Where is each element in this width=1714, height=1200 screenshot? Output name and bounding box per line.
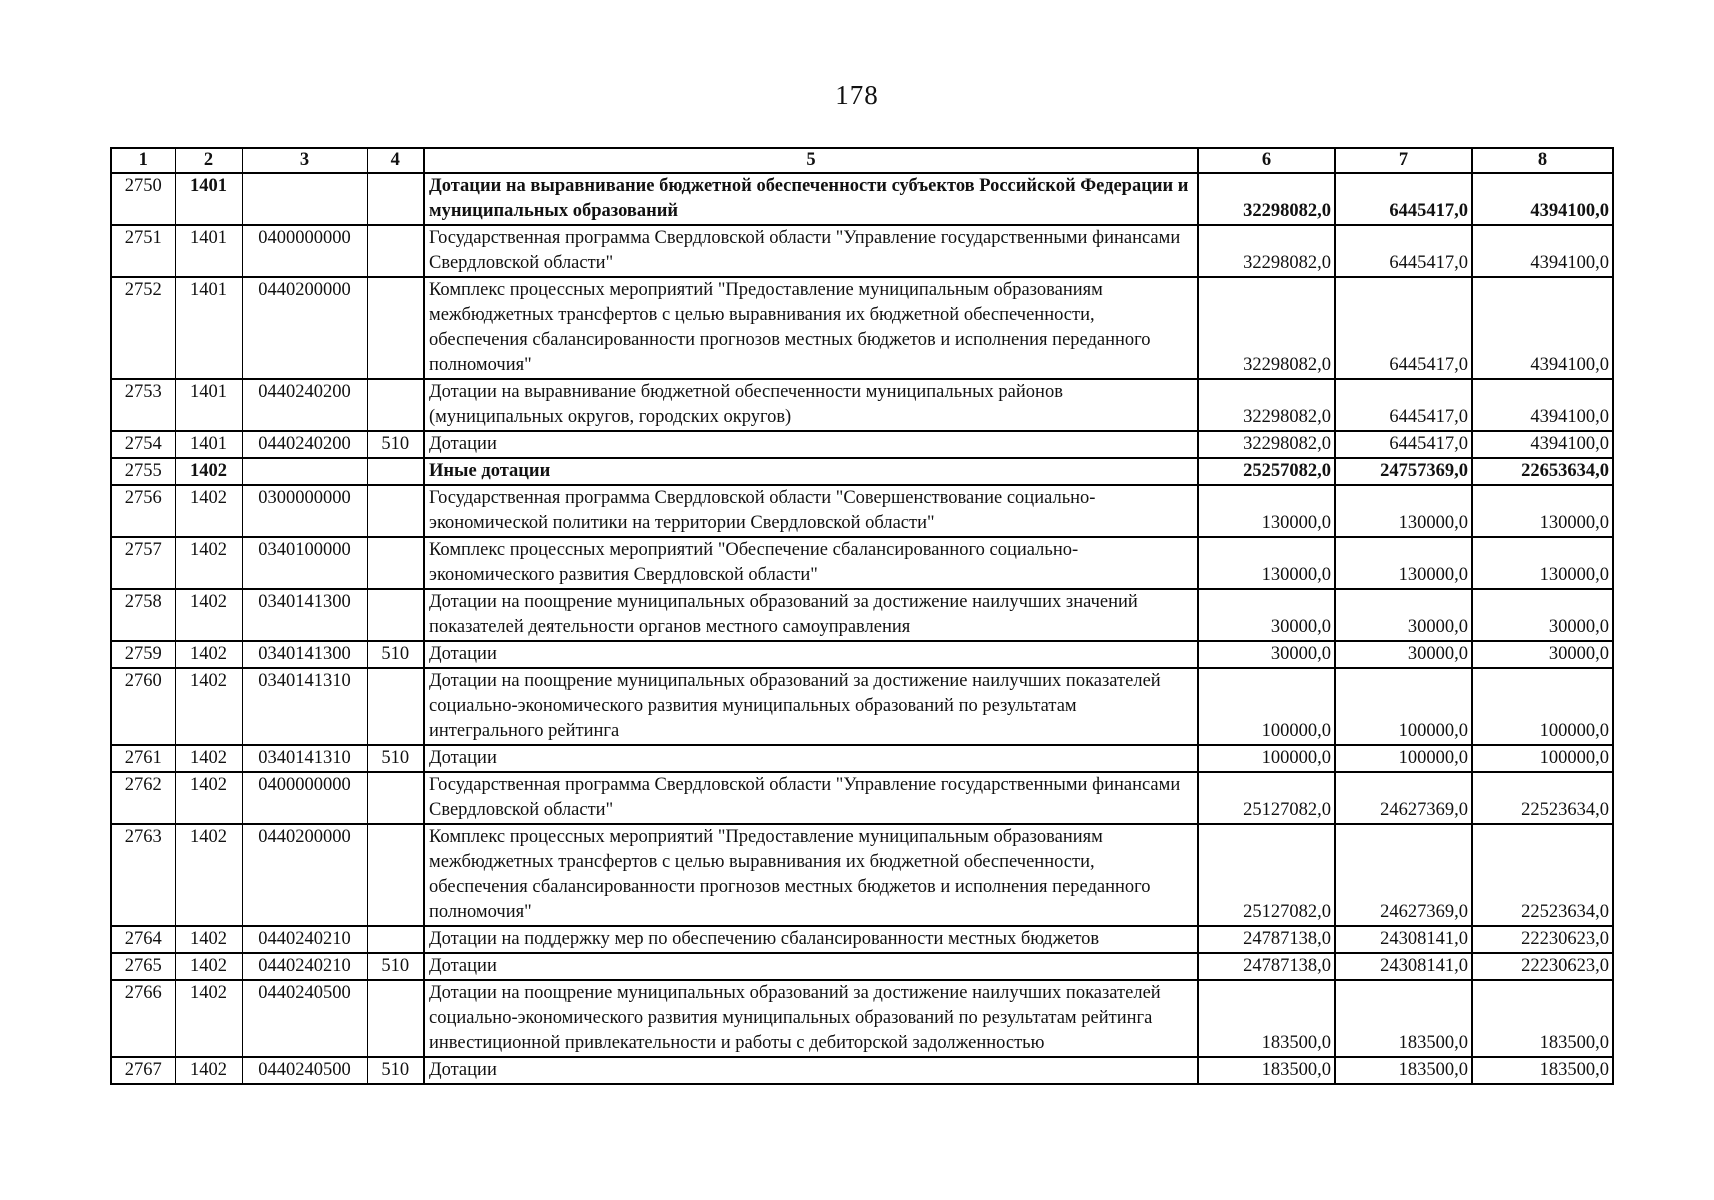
section-code-cell: 1401: [175, 173, 242, 225]
amount-col8-cell: 183500,0: [1472, 1057, 1613, 1084]
amount-col6-cell: 183500,0: [1198, 980, 1335, 1057]
target-article-cell: 0440200000: [242, 824, 367, 926]
item-name-cell: Дотации: [424, 431, 1198, 458]
budget-table: [110, 147, 1614, 1085]
section-code-cell: 1402: [175, 926, 242, 953]
table-row: [111, 980, 1613, 1057]
table-row: [111, 537, 1613, 589]
target-article-cell: 0440240500: [242, 1057, 367, 1084]
column-header: 1: [111, 148, 175, 173]
item-name-cell: Государственная программа Свердловской области "Совершенствование социально-экономической политики на территории Свердловской области": [424, 485, 1198, 537]
amount-col7-cell: 183500,0: [1335, 1057, 1472, 1084]
amount-col7-cell: 100000,0: [1335, 668, 1472, 745]
target-article-cell: 0440240210: [242, 953, 367, 980]
column-header: 4: [367, 148, 424, 173]
section-code-cell: 1401: [175, 277, 242, 379]
target-article-cell: 0340100000: [242, 537, 367, 589]
expense-type-cell: [367, 379, 424, 431]
column-header: 3: [242, 148, 367, 173]
expense-type-cell: [367, 537, 424, 589]
amount-col7-cell: 24627369,0: [1335, 824, 1472, 926]
target-article-cell: [242, 458, 367, 485]
target-article-cell: [242, 173, 367, 225]
expense-type-cell: [367, 277, 424, 379]
item-name-cell: Дотации на поощрение муниципальных образований за достижение наилучших показателей социально-экономического развития муниципальных образований по результатам рейтинга инвестиционной привлекательности и работы с дебиторской задолженностью: [424, 980, 1198, 1057]
amount-col7-cell: 100000,0: [1335, 745, 1472, 772]
amount-col6-cell: 25127082,0: [1198, 824, 1335, 926]
amount-col6-cell: 25127082,0: [1198, 772, 1335, 824]
amount-col7-cell: 6445417,0: [1335, 431, 1472, 458]
item-name-cell: Государственная программа Свердловской области "Управление государственными финансами Свердловской области": [424, 772, 1198, 824]
amount-col6-cell: 130000,0: [1198, 537, 1335, 589]
expense-type-cell: [367, 824, 424, 926]
row-number-cell: 2765: [111, 953, 175, 980]
amount-col8-cell: 130000,0: [1472, 485, 1613, 537]
expense-type-cell: [367, 668, 424, 745]
table-row: [111, 379, 1613, 431]
table-row: [111, 277, 1613, 379]
section-code-cell: 1402: [175, 485, 242, 537]
item-name-cell: Дотации на поощрение муниципальных образований за достижение наилучших значений показателей деятельности органов местного самоуправления: [424, 589, 1198, 641]
row-number-cell: 2757: [111, 537, 175, 589]
section-code-cell: 1402: [175, 589, 242, 641]
item-name-cell: Дотации на поддержку мер по обеспечению сбалансированности местных бюджетов: [424, 926, 1198, 953]
amount-col7-cell: 183500,0: [1335, 980, 1472, 1057]
amount-col6-cell: 30000,0: [1198, 641, 1335, 668]
expense-type-cell: [367, 589, 424, 641]
amount-col7-cell: 24308141,0: [1335, 953, 1472, 980]
row-number-cell: 2767: [111, 1057, 175, 1084]
table-row: [111, 926, 1613, 953]
row-number-cell: 2751: [111, 225, 175, 277]
amount-col7-cell: 24308141,0: [1335, 926, 1472, 953]
amount-col6-cell: 30000,0: [1198, 589, 1335, 641]
column-header: 7: [1335, 148, 1472, 173]
amount-col6-cell: 24787138,0: [1198, 953, 1335, 980]
expense-type-cell: 510: [367, 1057, 424, 1084]
amount-col8-cell: 22653634,0: [1472, 458, 1613, 485]
section-code-cell: 1402: [175, 824, 242, 926]
table-row: [111, 953, 1613, 980]
section-code-cell: 1402: [175, 537, 242, 589]
item-name-cell: Государственная программа Свердловской области "Управление государственными финансами Свердловской области": [424, 225, 1198, 277]
item-name-cell: Дотации: [424, 953, 1198, 980]
row-number-cell: 2756: [111, 485, 175, 537]
table-row: [111, 824, 1613, 926]
table-row: [111, 1057, 1613, 1084]
item-name-cell: Дотации: [424, 1057, 1198, 1084]
item-name-cell: Комплекс процессных мероприятий "Обеспечение сбалансированного социально-экономического развития Свердловской области": [424, 537, 1198, 589]
expense-type-cell: 510: [367, 431, 424, 458]
table-row: [111, 668, 1613, 745]
expense-type-cell: 510: [367, 953, 424, 980]
expense-type-cell: [367, 926, 424, 953]
item-name-cell: Дотации: [424, 641, 1198, 668]
row-number-cell: 2755: [111, 458, 175, 485]
expense-type-cell: [367, 980, 424, 1057]
row-number-cell: 2761: [111, 745, 175, 772]
amount-col8-cell: 30000,0: [1472, 589, 1613, 641]
expense-type-cell: [367, 173, 424, 225]
amount-col8-cell: 22523634,0: [1472, 824, 1613, 926]
amount-col8-cell: 22230623,0: [1472, 953, 1613, 980]
amount-col6-cell: 24787138,0: [1198, 926, 1335, 953]
row-number-cell: 2763: [111, 824, 175, 926]
section-code-cell: 1401: [175, 431, 242, 458]
row-number-cell: 2759: [111, 641, 175, 668]
expense-type-cell: 510: [367, 641, 424, 668]
expense-type-cell: [367, 772, 424, 824]
amount-col6-cell: 32298082,0: [1198, 379, 1335, 431]
amount-col8-cell: 4394100,0: [1472, 225, 1613, 277]
amount-col7-cell: 24627369,0: [1335, 772, 1472, 824]
amount-col7-cell: 6445417,0: [1335, 173, 1472, 225]
amount-col6-cell: 25257082,0: [1198, 458, 1335, 485]
row-number-cell: 2758: [111, 589, 175, 641]
column-header: 6: [1198, 148, 1335, 173]
amount-col8-cell: 4394100,0: [1472, 431, 1613, 458]
amount-col8-cell: 100000,0: [1472, 668, 1613, 745]
amount-col7-cell: 6445417,0: [1335, 277, 1472, 379]
expense-type-cell: [367, 458, 424, 485]
column-header: 5: [424, 148, 1198, 173]
section-code-cell: 1401: [175, 379, 242, 431]
header-row: [111, 148, 1613, 173]
section-code-cell: 1401: [175, 225, 242, 277]
amount-col8-cell: 100000,0: [1472, 745, 1613, 772]
amount-col7-cell: 6445417,0: [1335, 379, 1472, 431]
row-number-cell: 2750: [111, 173, 175, 225]
target-article-cell: 0400000000: [242, 225, 367, 277]
table-row: [111, 173, 1613, 225]
expense-type-cell: [367, 485, 424, 537]
amount-col8-cell: 30000,0: [1472, 641, 1613, 668]
target-article-cell: 0440240200: [242, 431, 367, 458]
amount-col6-cell: 32298082,0: [1198, 225, 1335, 277]
target-article-cell: 0440240210: [242, 926, 367, 953]
amount-col6-cell: 100000,0: [1198, 668, 1335, 745]
amount-col8-cell: 4394100,0: [1472, 277, 1613, 379]
target-article-cell: 0340141310: [242, 745, 367, 772]
table-row: [111, 485, 1613, 537]
table-row: [111, 225, 1613, 277]
target-article-cell: 0400000000: [242, 772, 367, 824]
table-row: [111, 431, 1613, 458]
amount-col8-cell: 22523634,0: [1472, 772, 1613, 824]
target-article-cell: 0340141300: [242, 641, 367, 668]
section-code-cell: 1402: [175, 1057, 242, 1084]
target-article-cell: 0300000000: [242, 485, 367, 537]
section-code-cell: 1402: [175, 745, 242, 772]
item-name-cell: Дотации: [424, 745, 1198, 772]
amount-col7-cell: 24757369,0: [1335, 458, 1472, 485]
target-article-cell: 0440240500: [242, 980, 367, 1057]
row-number-cell: 2766: [111, 980, 175, 1057]
amount-col6-cell: 32298082,0: [1198, 173, 1335, 225]
expense-type-cell: 510: [367, 745, 424, 772]
row-number-cell: 2764: [111, 926, 175, 953]
target-article-cell: 0440240200: [242, 379, 367, 431]
row-number-cell: 2754: [111, 431, 175, 458]
table-row: [111, 641, 1613, 668]
amount-col6-cell: 130000,0: [1198, 485, 1335, 537]
row-number-cell: 2762: [111, 772, 175, 824]
amount-col7-cell: 30000,0: [1335, 589, 1472, 641]
amount-col7-cell: 30000,0: [1335, 641, 1472, 668]
amount-col7-cell: 6445417,0: [1335, 225, 1472, 277]
item-name-cell: Комплекс процессных мероприятий "Предоставление муниципальным образованиям межбюджетных трансфертов с целью выравнивания их бюджетной обеспеченности, обеспечения сбалансированности прогнозов местных бюджетов и исполнения переданного полномочия": [424, 277, 1198, 379]
item-name-cell: Иные дотации: [424, 458, 1198, 485]
amount-col8-cell: 183500,0: [1472, 980, 1613, 1057]
table-body: [111, 148, 1613, 1084]
item-name-cell: Дотации на выравнивание бюджетной обеспеченности муниципальных районов (муниципальных округов, городских округов): [424, 379, 1198, 431]
item-name-cell: Комплекс процессных мероприятий "Предоставление муниципальным образованиям межбюджетных трансфертов с целью выравнивания их бюджетной обеспеченности, обеспечения сбалансированности прогнозов местных бюджетов и исполнения переданного полномочия": [424, 824, 1198, 926]
amount-col6-cell: 100000,0: [1198, 745, 1335, 772]
amount-col7-cell: 130000,0: [1335, 485, 1472, 537]
section-code-cell: 1402: [175, 772, 242, 824]
page-number: 178: [835, 80, 879, 110]
section-code-cell: 1402: [175, 980, 242, 1057]
table-row: [111, 589, 1613, 641]
amount-col8-cell: 22230623,0: [1472, 926, 1613, 953]
column-header: 8: [1472, 148, 1613, 173]
section-code-cell: 1402: [175, 458, 242, 485]
column-header: 2: [175, 148, 242, 173]
section-code-cell: 1402: [175, 668, 242, 745]
amount-col8-cell: 4394100,0: [1472, 379, 1613, 431]
expense-type-cell: [367, 225, 424, 277]
table-row: [111, 772, 1613, 824]
row-number-cell: 2752: [111, 277, 175, 379]
table-row: [111, 458, 1613, 485]
table-row: [111, 745, 1613, 772]
row-number-cell: 2760: [111, 668, 175, 745]
target-article-cell: 0440200000: [242, 277, 367, 379]
amount-col6-cell: 183500,0: [1198, 1057, 1335, 1084]
item-name-cell: Дотации на выравнивание бюджетной обеспеченности субъектов Российской Федерации и муниципальных образований: [424, 173, 1198, 225]
section-code-cell: 1402: [175, 953, 242, 980]
amount-col8-cell: 4394100,0: [1472, 173, 1613, 225]
target-article-cell: 0340141310: [242, 668, 367, 745]
item-name-cell: Дотации на поощрение муниципальных образований за достижение наилучших показателей социально-экономического развития муниципальных образований по результатам интегрального рейтинга: [424, 668, 1198, 745]
amount-col8-cell: 130000,0: [1472, 537, 1613, 589]
row-number-cell: 2753: [111, 379, 175, 431]
target-article-cell: 0340141300: [242, 589, 367, 641]
amount-col7-cell: 130000,0: [1335, 537, 1472, 589]
section-code-cell: 1402: [175, 641, 242, 668]
amount-col6-cell: 32298082,0: [1198, 431, 1335, 458]
amount-col6-cell: 32298082,0: [1198, 277, 1335, 379]
